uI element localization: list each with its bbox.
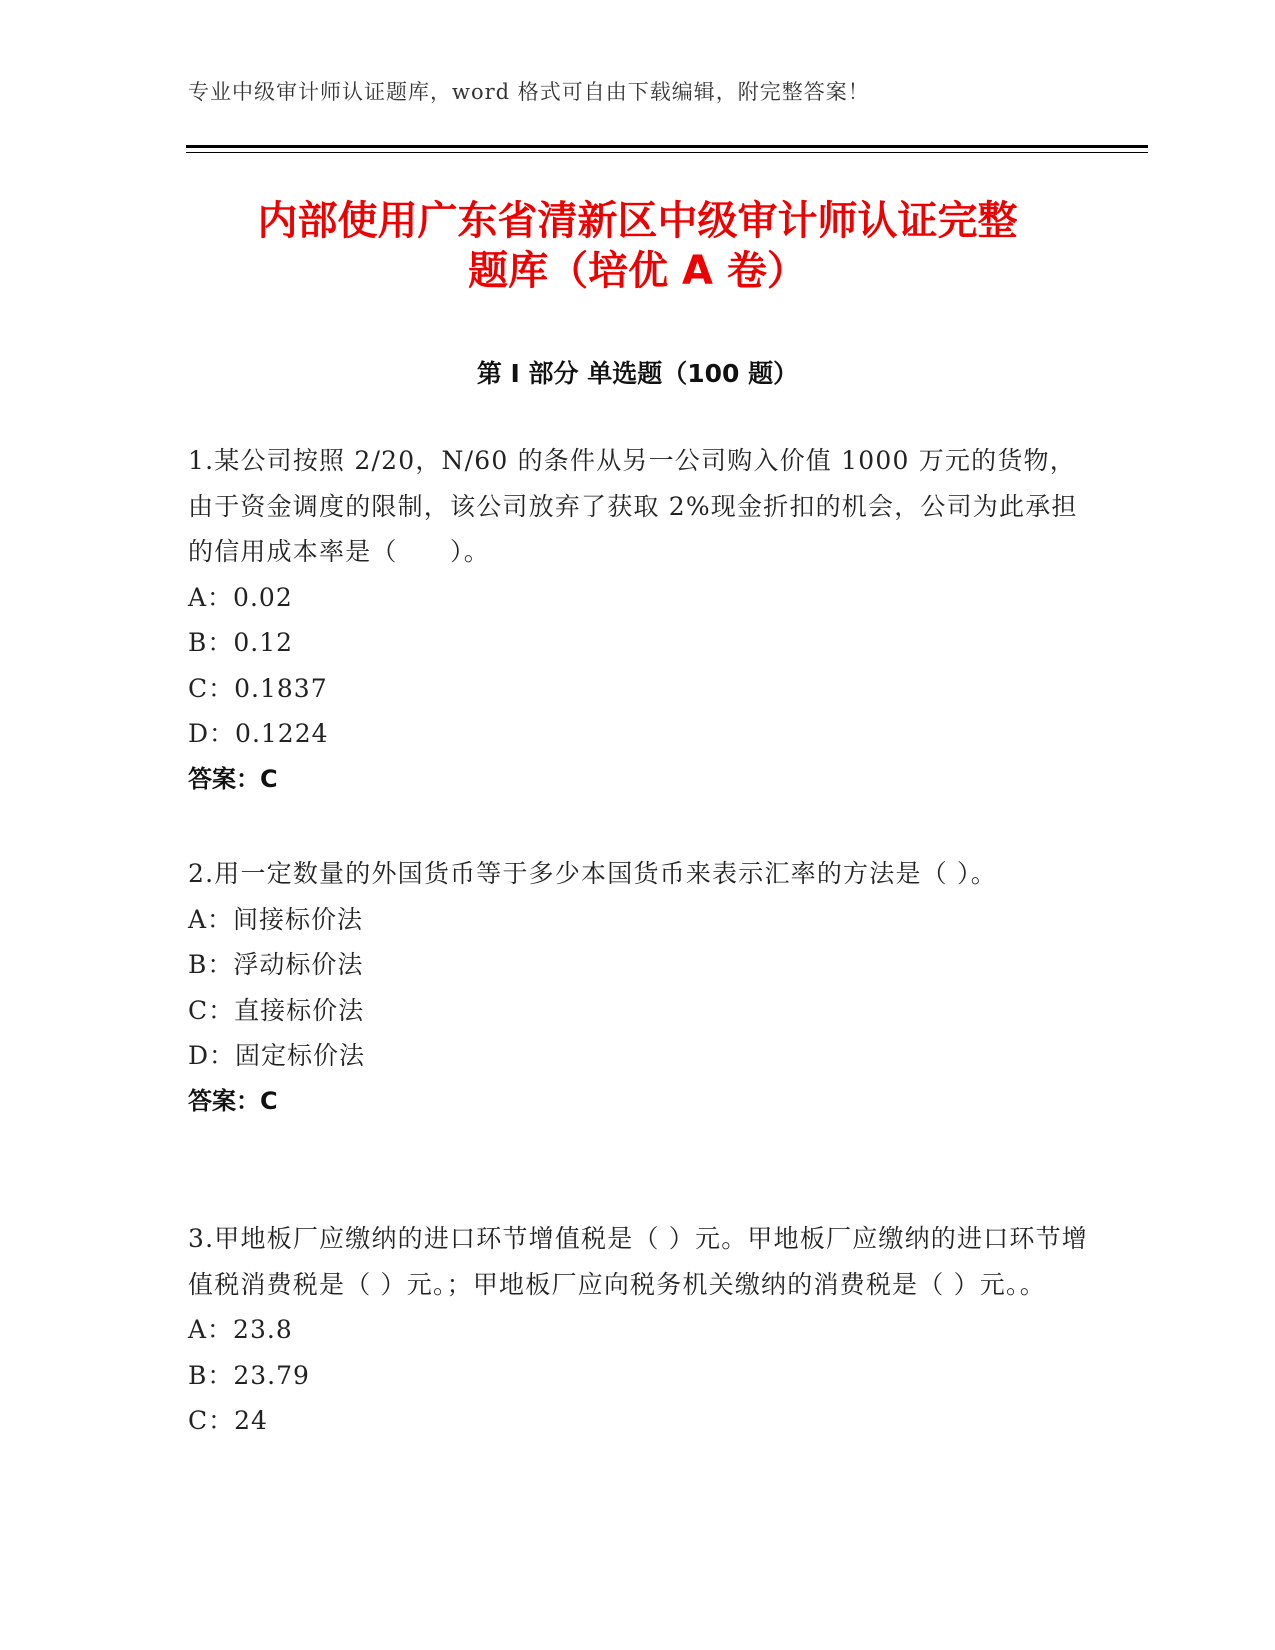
question-stem: 1.某公司按照 2/20，N/60 的条件从另一公司购入价值 1000 万元的货物，由于资金调度的限制，该公司放弃了获取 2%现金折扣的机会，公司为此承担的信用成本率是（ ）。 bbox=[188, 446, 1078, 566]
title-line-1: 内部使用广东省清新区中级审计师认证完整 bbox=[257, 198, 1018, 244]
option-c: C：24 bbox=[188, 1406, 268, 1435]
document-title bbox=[150, 196, 1125, 296]
option-c: C：直接标价法 bbox=[188, 995, 365, 1025]
answer: 答案：C bbox=[188, 1086, 278, 1115]
answer: 答案：C bbox=[188, 764, 278, 793]
option-a: A：0.02 bbox=[188, 582, 293, 612]
header-rule-thick bbox=[186, 145, 1148, 148]
header-note: 专业中级审计师认证题库，word 格式可自由下载编辑，附完整答案！ bbox=[188, 80, 870, 104]
question-3 bbox=[188, 1216, 1088, 1444]
question-stem: 3.甲地板厂应缴纳的进口环节增值税是（ ）元。甲地板厂应缴纳的进口环节增值税消费税是（ ）元。；甲地板厂应向税务机关缴纳的消费税是（ ）元。。 bbox=[188, 1224, 1089, 1299]
option-a: A：23.8 bbox=[188, 1315, 293, 1344]
option-b: B：0.12 bbox=[188, 628, 294, 657]
question-2 bbox=[188, 851, 1088, 1124]
section-heading: 第 I 部分 单选题（100 题） bbox=[476, 359, 799, 388]
question-stem: 2.用一定数量的外国货币等于多少本国货币来表示汇率的方法是（ ）。 bbox=[188, 859, 997, 888]
option-d: D：固定标价法 bbox=[188, 1041, 366, 1070]
option-d: D：0.1224 bbox=[188, 719, 329, 748]
option-b: B：23.79 bbox=[188, 1360, 310, 1390]
question-1 bbox=[188, 438, 1088, 802]
option-a: A：间接标价法 bbox=[188, 904, 364, 934]
option-c: C：0.1837 bbox=[188, 673, 328, 703]
title-line-2: 题库（培优 A 卷） bbox=[468, 248, 807, 294]
header-rule-thin bbox=[186, 152, 1148, 153]
option-b: B：浮动标价法 bbox=[188, 950, 364, 979]
